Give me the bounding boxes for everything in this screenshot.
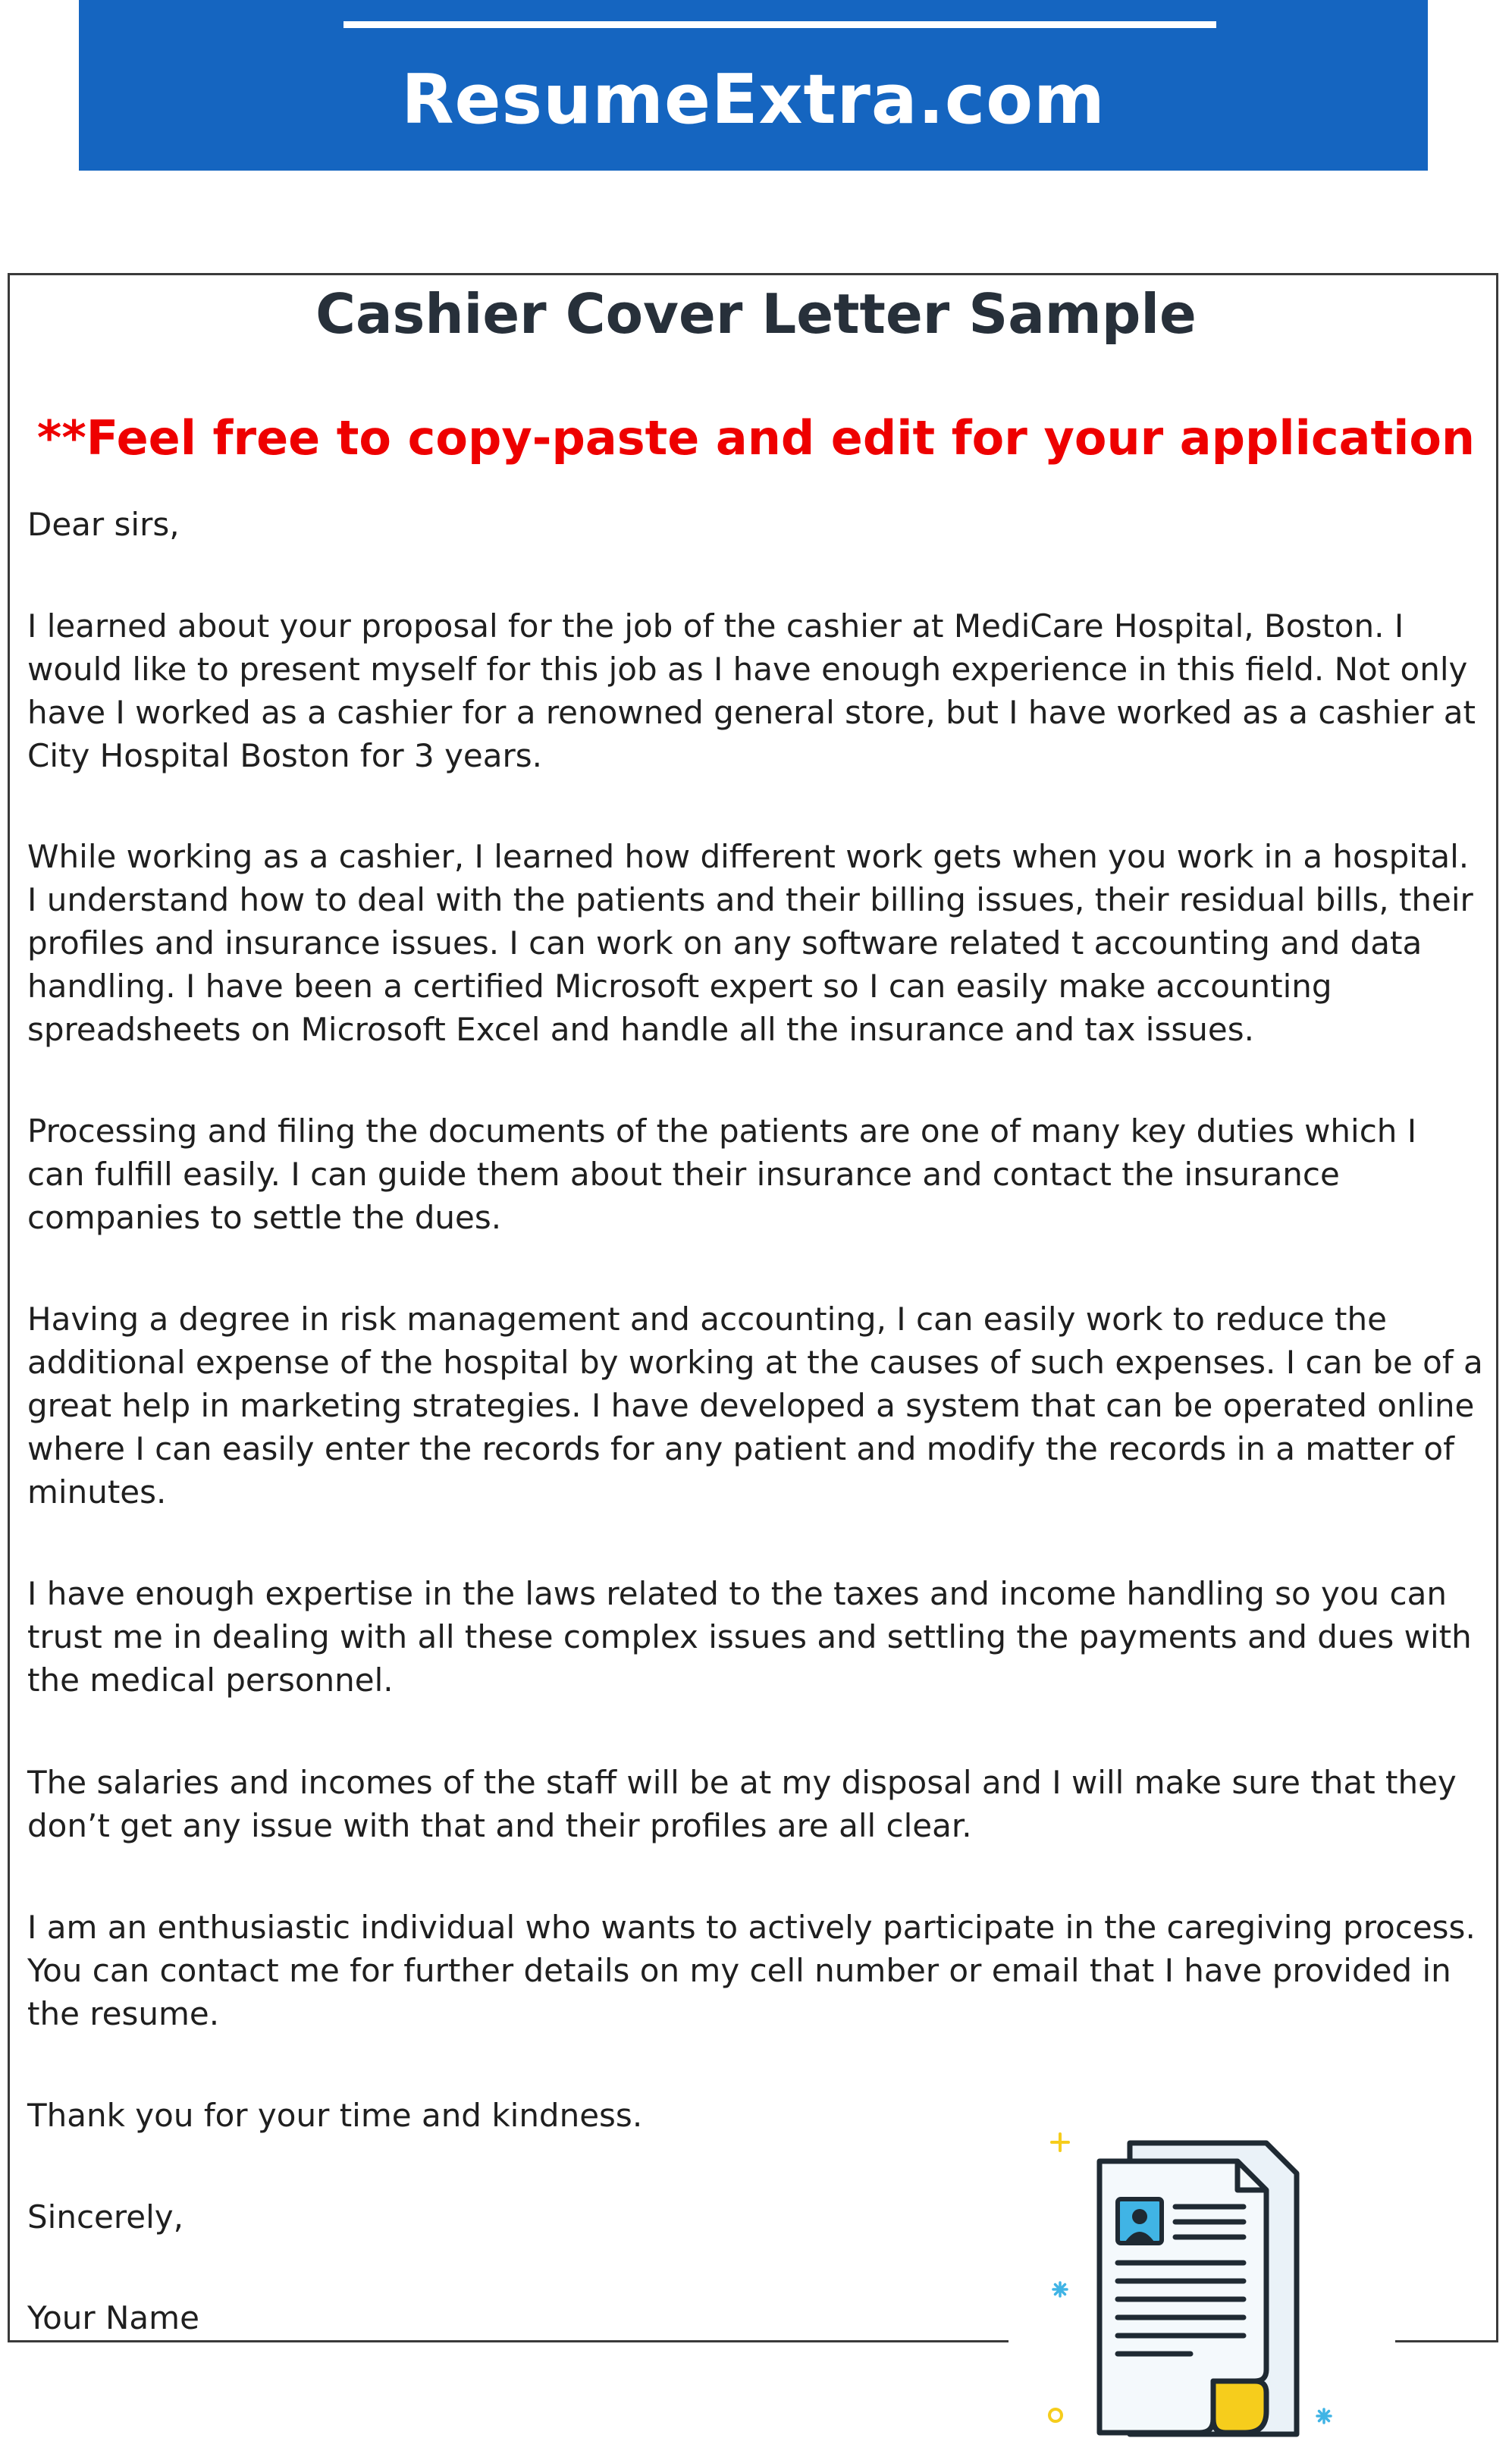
ring-sparkle-icon: [1049, 2409, 1062, 2421]
letter-paragraph: Having a degree in risk management and accounting, I can easily work to reduce the additional expense of the hospital by working at the causes of such expenses. I can be of a great help in marketing strategies. I have developed a system that can be operated online where I can easily enter the records for any patient and modify the records in a matter of minutes.: [27, 1301, 1483, 1511]
closing-line: Sincerely,: [27, 2198, 184, 2236]
letter-paragraph: I am an enthusiastic individual who wants to actively participate in the caregiving process. You can contact me for further details on my cell number or email that I have provided in the resume.: [27, 1909, 1476, 2032]
resume-document-icon: [1039, 2101, 1335, 2438]
letter-paragraph: Processing and filing the documents of the patients are one of many key duties which I can fulfill easily. I can guide them about their insurance and contact the insurance companies to settle the dues.: [27, 1112, 1417, 1236]
signature-name: Your Name: [27, 2299, 199, 2336]
letter-paragraph: I learned about your proposal for the job of the cashier at MediCare Hospital, Boston. I would like to present myself for this job as I have enough experience in this field. Not only have I worked as a cashier for a renowned general store, but I have worked as a cashier at City Hospital Boston for 3 years.: [27, 607, 1476, 774]
header-banner: [79, 0, 1428, 171]
star-sparkle-icon: [1053, 2283, 1067, 2296]
thanks-line: Thank you for your time and kindness.: [27, 2097, 643, 2134]
copy-notice: **Feel free to copy-paste and edit for your application: [36, 410, 1476, 466]
banner-divider: [343, 21, 1216, 28]
letter-paragraph: While working as a cashier, I learned how different work gets when you work in a hospital. I understand how to deal with the patients and their billing issues, their residual bills, their profiles and insurance issues. I can work on any software related t accounting and data handling. I have been a certified Microsoft expert so I can easily make accounting spreadsheets on Microsoft Excel and handle all the insurance and tax issues.: [27, 838, 1473, 1048]
letter-paragraph: I have enough expertise in the laws related to the taxes and income handling so you can trust me in dealing with all these complex issues and settling the payments and dues with the medical personnel.: [27, 1575, 1472, 1699]
star-sparkle-icon: [1317, 2409, 1331, 2423]
page-title: Cashier Cover Letter Sample: [315, 282, 1197, 346]
salutation: Dear sirs,: [27, 506, 180, 543]
brand-logo[interactable]: ResumeExtra.com: [401, 60, 1106, 140]
plus-sparkle-icon: [1052, 2134, 1068, 2151]
letter-paragraph: The salaries and incomes of the staff will be at my disposal and I will make sure that they don’t get any issue with that and their profiles are all clear.: [27, 1764, 1457, 1844]
